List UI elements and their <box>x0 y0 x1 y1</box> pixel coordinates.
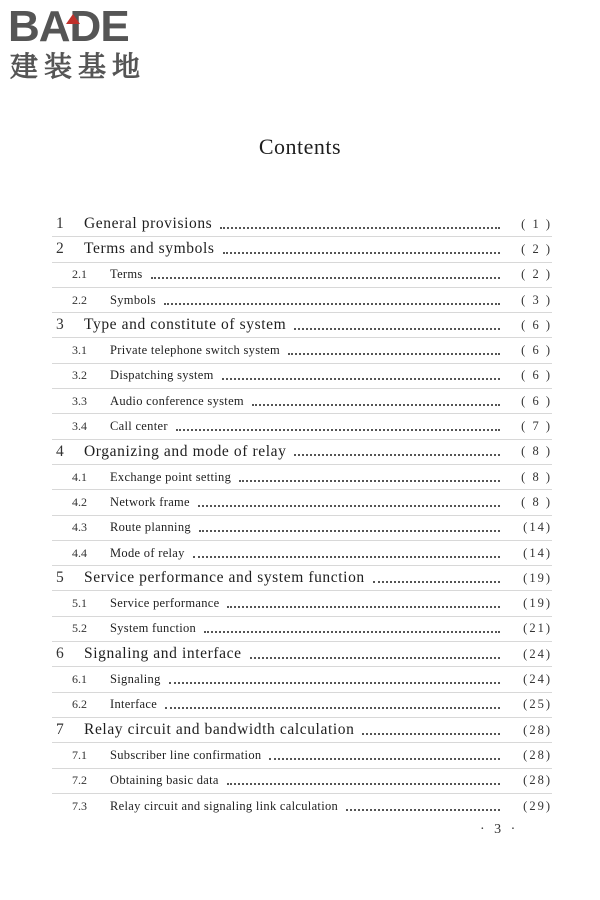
toc-section-row[interactable] <box>52 541 552 566</box>
toc-entry-title: Symbols <box>110 292 156 307</box>
toc-entry-title: Signaling <box>110 671 161 686</box>
toc-chapter-row[interactable] <box>52 440 552 465</box>
toc-entry-number: 2 <box>56 240 64 258</box>
toc-entry-number: 6 <box>56 645 64 663</box>
toc-section-row[interactable] <box>52 591 552 616</box>
dot-leader <box>199 529 500 532</box>
toc-chapter-row[interactable] <box>52 212 552 237</box>
toc-entry-number: 4.4 <box>72 545 87 560</box>
toc-entry-number: 5.2 <box>72 621 87 636</box>
toc-entry-number: 3.1 <box>72 343 87 358</box>
dot-leader <box>239 479 500 482</box>
logo-accent-icon <box>66 14 80 24</box>
toc-entry-title: Obtaining basic data <box>110 773 219 788</box>
dot-leader <box>373 580 500 583</box>
toc-entry-page: (28) <box>523 747 552 762</box>
toc-chapter-row[interactable] <box>52 566 552 591</box>
toc-entry-page: ( 8 ) <box>521 469 552 484</box>
toc-entry-page: (28) <box>523 722 552 737</box>
toc-entry-title: System function <box>110 621 197 636</box>
toc-entry-number: 7.2 <box>72 773 87 788</box>
dot-leader <box>198 504 500 507</box>
toc-chapter-row[interactable] <box>52 237 552 262</box>
toc-entry-page: ( 1 ) <box>521 216 552 231</box>
toc-entry-page: (29) <box>523 798 552 813</box>
toc-entry-number: 4.2 <box>72 494 87 509</box>
dot-leader <box>151 276 500 279</box>
toc-entry-number: 1 <box>56 215 64 233</box>
toc-entry-title: Network frame <box>110 494 190 509</box>
toc-section-row[interactable] <box>52 288 552 313</box>
toc-entry-number: 7.1 <box>72 747 87 762</box>
dot-leader <box>220 226 500 229</box>
toc-entry-page: (14) <box>523 520 552 535</box>
logo-wordmark: BADE <box>8 2 129 51</box>
toc-chapter-row[interactable] <box>52 718 552 743</box>
toc-entry-title: Call center <box>110 419 168 434</box>
toc-entry-title: Exchange point setting <box>110 469 232 484</box>
toc-entry-title: General provisions <box>84 215 213 233</box>
toc-section-row[interactable] <box>52 617 552 642</box>
toc-chapter-row[interactable] <box>52 642 552 667</box>
page-title: Contents <box>258 134 342 159</box>
dot-leader <box>252 403 500 406</box>
toc-entry-number: 5 <box>56 569 64 587</box>
toc-entry-title: Mode of relay <box>110 545 185 560</box>
toc-entry-page: (14) <box>523 545 552 560</box>
dot-leader <box>362 732 500 735</box>
toc-entry-title: Audio conference system <box>110 393 244 408</box>
dot-leader <box>176 428 500 431</box>
toc-entry-number: 2.2 <box>72 292 87 307</box>
dot-leader <box>223 251 500 254</box>
toc-entry-page: (19) <box>523 570 552 585</box>
toc-section-row[interactable] <box>52 516 552 541</box>
dot-leader <box>294 327 500 330</box>
toc-entry-page: ( 2 ) <box>521 267 552 282</box>
toc-entry-number: 6.1 <box>72 671 87 686</box>
toc-chapter-row[interactable] <box>52 313 552 338</box>
page-number: · 3 · <box>480 822 519 837</box>
toc-entry-number: 2.1 <box>72 267 87 282</box>
toc-entry-page: ( 3 ) <box>521 292 552 307</box>
toc-entry-title: Service performance <box>110 596 220 611</box>
dot-leader <box>165 706 500 709</box>
toc-entry-title: Private telephone switch system <box>110 343 281 358</box>
logo <box>8 2 178 88</box>
toc-section-row[interactable] <box>52 490 552 515</box>
toc-entry-number: 3.3 <box>72 393 87 408</box>
dot-leader <box>288 352 500 355</box>
toc-entry-page: (24) <box>523 671 552 686</box>
toc-entry-title: Terms and symbols <box>84 240 215 258</box>
toc-entry-page: ( 6 ) <box>521 317 552 332</box>
dot-leader <box>204 630 500 633</box>
table-of-contents <box>52 212 552 819</box>
toc-entry-page: (24) <box>523 646 552 661</box>
dot-leader <box>346 808 500 811</box>
toc-entry-number: 4.3 <box>72 520 87 535</box>
dot-leader <box>250 656 500 659</box>
toc-entry-number: 7.3 <box>72 798 87 813</box>
toc-entry-page: (28) <box>523 773 552 788</box>
dot-leader <box>269 757 500 760</box>
toc-section-row[interactable] <box>52 794 552 819</box>
toc-entry-title: Service performance and system function <box>84 569 365 587</box>
toc-entry-page: ( 7 ) <box>521 419 552 434</box>
toc-section-row[interactable] <box>52 667 552 692</box>
toc-entry-number: 4.1 <box>72 469 87 484</box>
toc-entry-page: (25) <box>523 697 552 712</box>
toc-entry-title: Subscriber line confirmation <box>110 747 262 762</box>
dot-leader <box>227 605 500 608</box>
toc-entry-title: Terms <box>110 267 143 282</box>
toc-entry-page: ( 8 ) <box>521 494 552 509</box>
dot-leader <box>227 782 500 785</box>
dot-leader <box>193 555 500 558</box>
toc-entry-number: 7 <box>56 721 64 739</box>
toc-entry-page: (19) <box>523 596 552 611</box>
toc-entry-title: Organizing and mode of relay <box>84 442 287 460</box>
toc-entry-title: Relay circuit and signaling link calculation <box>110 798 339 813</box>
dot-leader <box>294 453 500 456</box>
dot-leader <box>222 377 500 380</box>
toc-entry-number: 4 <box>56 442 64 460</box>
dot-leader <box>164 302 500 305</box>
toc-entry-page: ( 6 ) <box>521 343 552 358</box>
toc-section-row[interactable] <box>52 743 552 768</box>
toc-entry-number: 3 <box>56 316 64 334</box>
toc-entry-title: Relay circuit and bandwidth calculation <box>84 721 355 739</box>
toc-entry-title: Signaling and interface <box>84 645 242 663</box>
dot-leader <box>169 681 500 684</box>
toc-section-row[interactable] <box>52 465 552 490</box>
toc-entry-title: Interface <box>110 697 158 712</box>
toc-section-row[interactable] <box>52 389 552 414</box>
toc-section-row[interactable] <box>52 263 552 288</box>
toc-entry-title: Type and constitute of system <box>84 316 287 334</box>
toc-section-row[interactable] <box>52 769 552 794</box>
toc-entry-page: (21) <box>523 621 552 636</box>
toc-section-row[interactable] <box>52 364 552 389</box>
logo-subtitle: 建装基地 <box>10 50 147 83</box>
toc-entry-page: ( 6 ) <box>521 393 552 408</box>
toc-entry-number: 5.1 <box>72 596 87 611</box>
toc-entry-title: Dispatching system <box>110 368 214 383</box>
toc-entry-number: 6.2 <box>72 697 87 712</box>
toc-section-row[interactable] <box>52 693 552 718</box>
toc-section-row[interactable] <box>52 414 552 439</box>
toc-section-row[interactable] <box>52 338 552 363</box>
toc-entry-page: ( 6 ) <box>521 368 552 383</box>
toc-entry-title: Route planning <box>110 520 191 535</box>
toc-entry-number: 3.2 <box>72 368 87 383</box>
toc-entry-page: ( 8 ) <box>521 444 552 459</box>
toc-entry-page: ( 2 ) <box>521 241 552 256</box>
toc-entry-number: 3.4 <box>72 419 87 434</box>
